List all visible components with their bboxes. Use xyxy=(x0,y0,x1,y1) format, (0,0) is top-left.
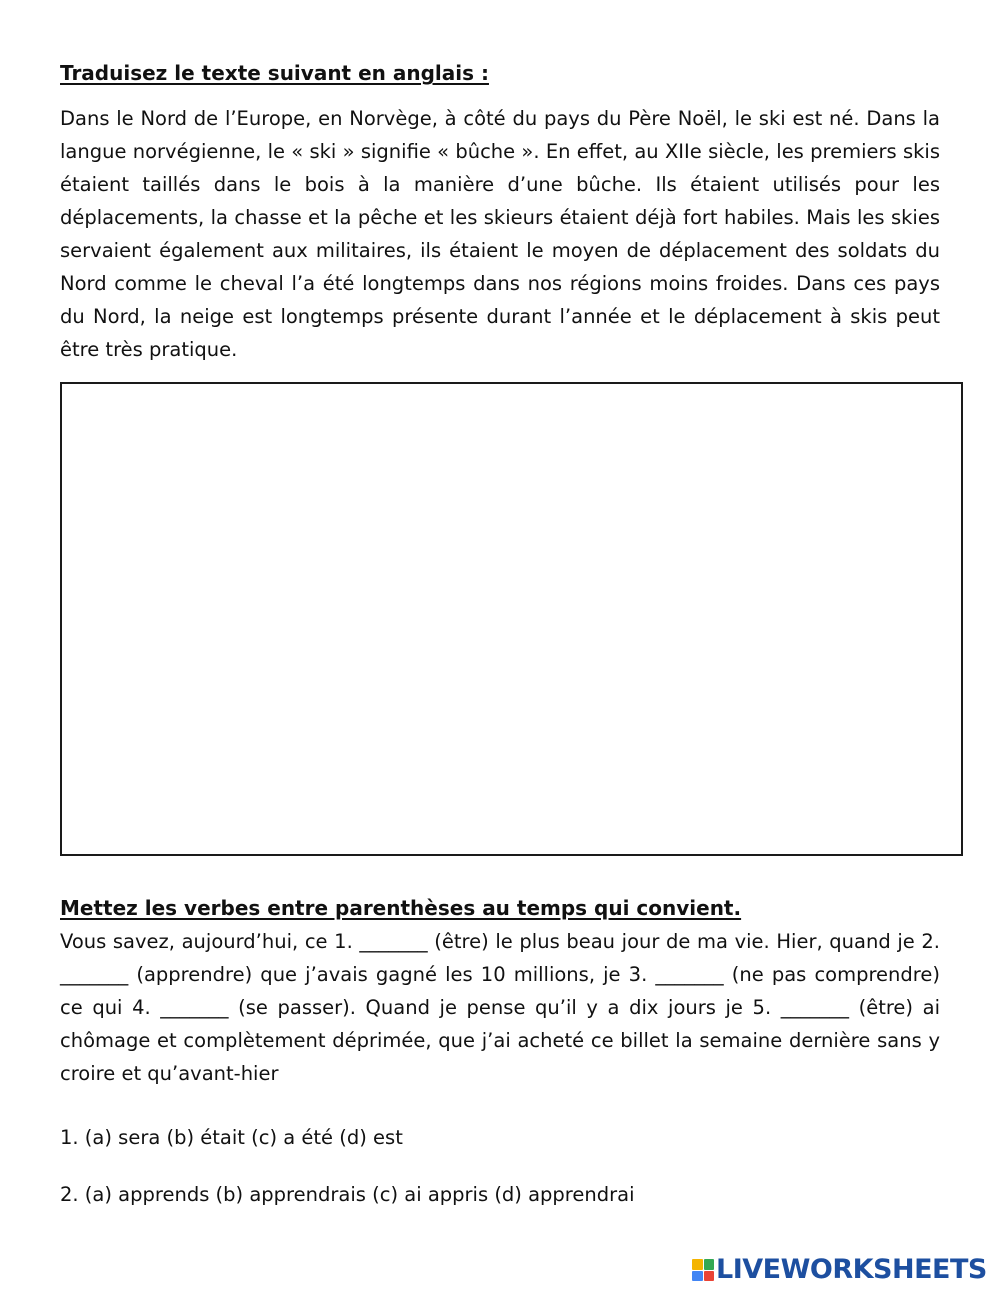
logo-square-green xyxy=(704,1259,715,1270)
logo-text: LIVEWORKSHEETS xyxy=(716,1254,987,1285)
choice-line-2: 2. (a) apprends (b) apprendrais (c) ai appris (d) apprendrai xyxy=(60,1183,635,1206)
logo-square-red xyxy=(704,1271,715,1282)
liveworksheets-logo-icon xyxy=(692,1259,714,1281)
translation-heading: Traduisez le texte suivant en anglais : xyxy=(60,61,489,85)
logo-square-yellow xyxy=(692,1259,703,1270)
verb-exercise-heading: Mettez les verbes entre parenthèses au temps qui convient. xyxy=(60,896,742,920)
verb-exercise-text: Vous savez, aujourd’hui, ce 1. _______ (être) le plus beau jour de ma vie. Hier, quand je 2. _______ (apprendre) que j’avais gagné les 10 millions, je 3. _______ (ne pas comprendre) ce qui 4. _______ (se passer). Quand je pense qu’il y a dix jours je 5. _______ (être) ai chômage et complètement déprimée, que j’ai acheté ce billet la semaine dernière sans y croire et qu’avant-hier xyxy=(60,930,940,1085)
logo-square-blue xyxy=(692,1271,703,1282)
liveworksheets-logo xyxy=(692,1253,987,1287)
translation-source-text: Dans le Nord de l’Europe, en Norvège, à côté du pays du Père Noël, le ski est né. Dans la langue norvégienne, le « ski » signifie « bûche ». En effet, au XIIe siècle, les premiers skis étaient taillés dans le bois à la manière d’une bûche. Ils étaient utilisés pour les déplacements, la chasse et la pêche et les skieurs étaient déjà fort habiles. Mais les skies servaient également aux militaires, ils étaient le moyen de déplacement des soldats du Nord comme le cheval l’a été longtemps dans nos régions moins froides. Dans ces pays du Nord, la neige est longtemps présente durant l’année et le déplacement à skis peut être très pratique. xyxy=(60,107,940,361)
translation-answer-field[interactable] xyxy=(60,382,963,856)
choice-line-1: 1. (a) sera (b) était (c) a été (d) est xyxy=(60,1126,403,1149)
